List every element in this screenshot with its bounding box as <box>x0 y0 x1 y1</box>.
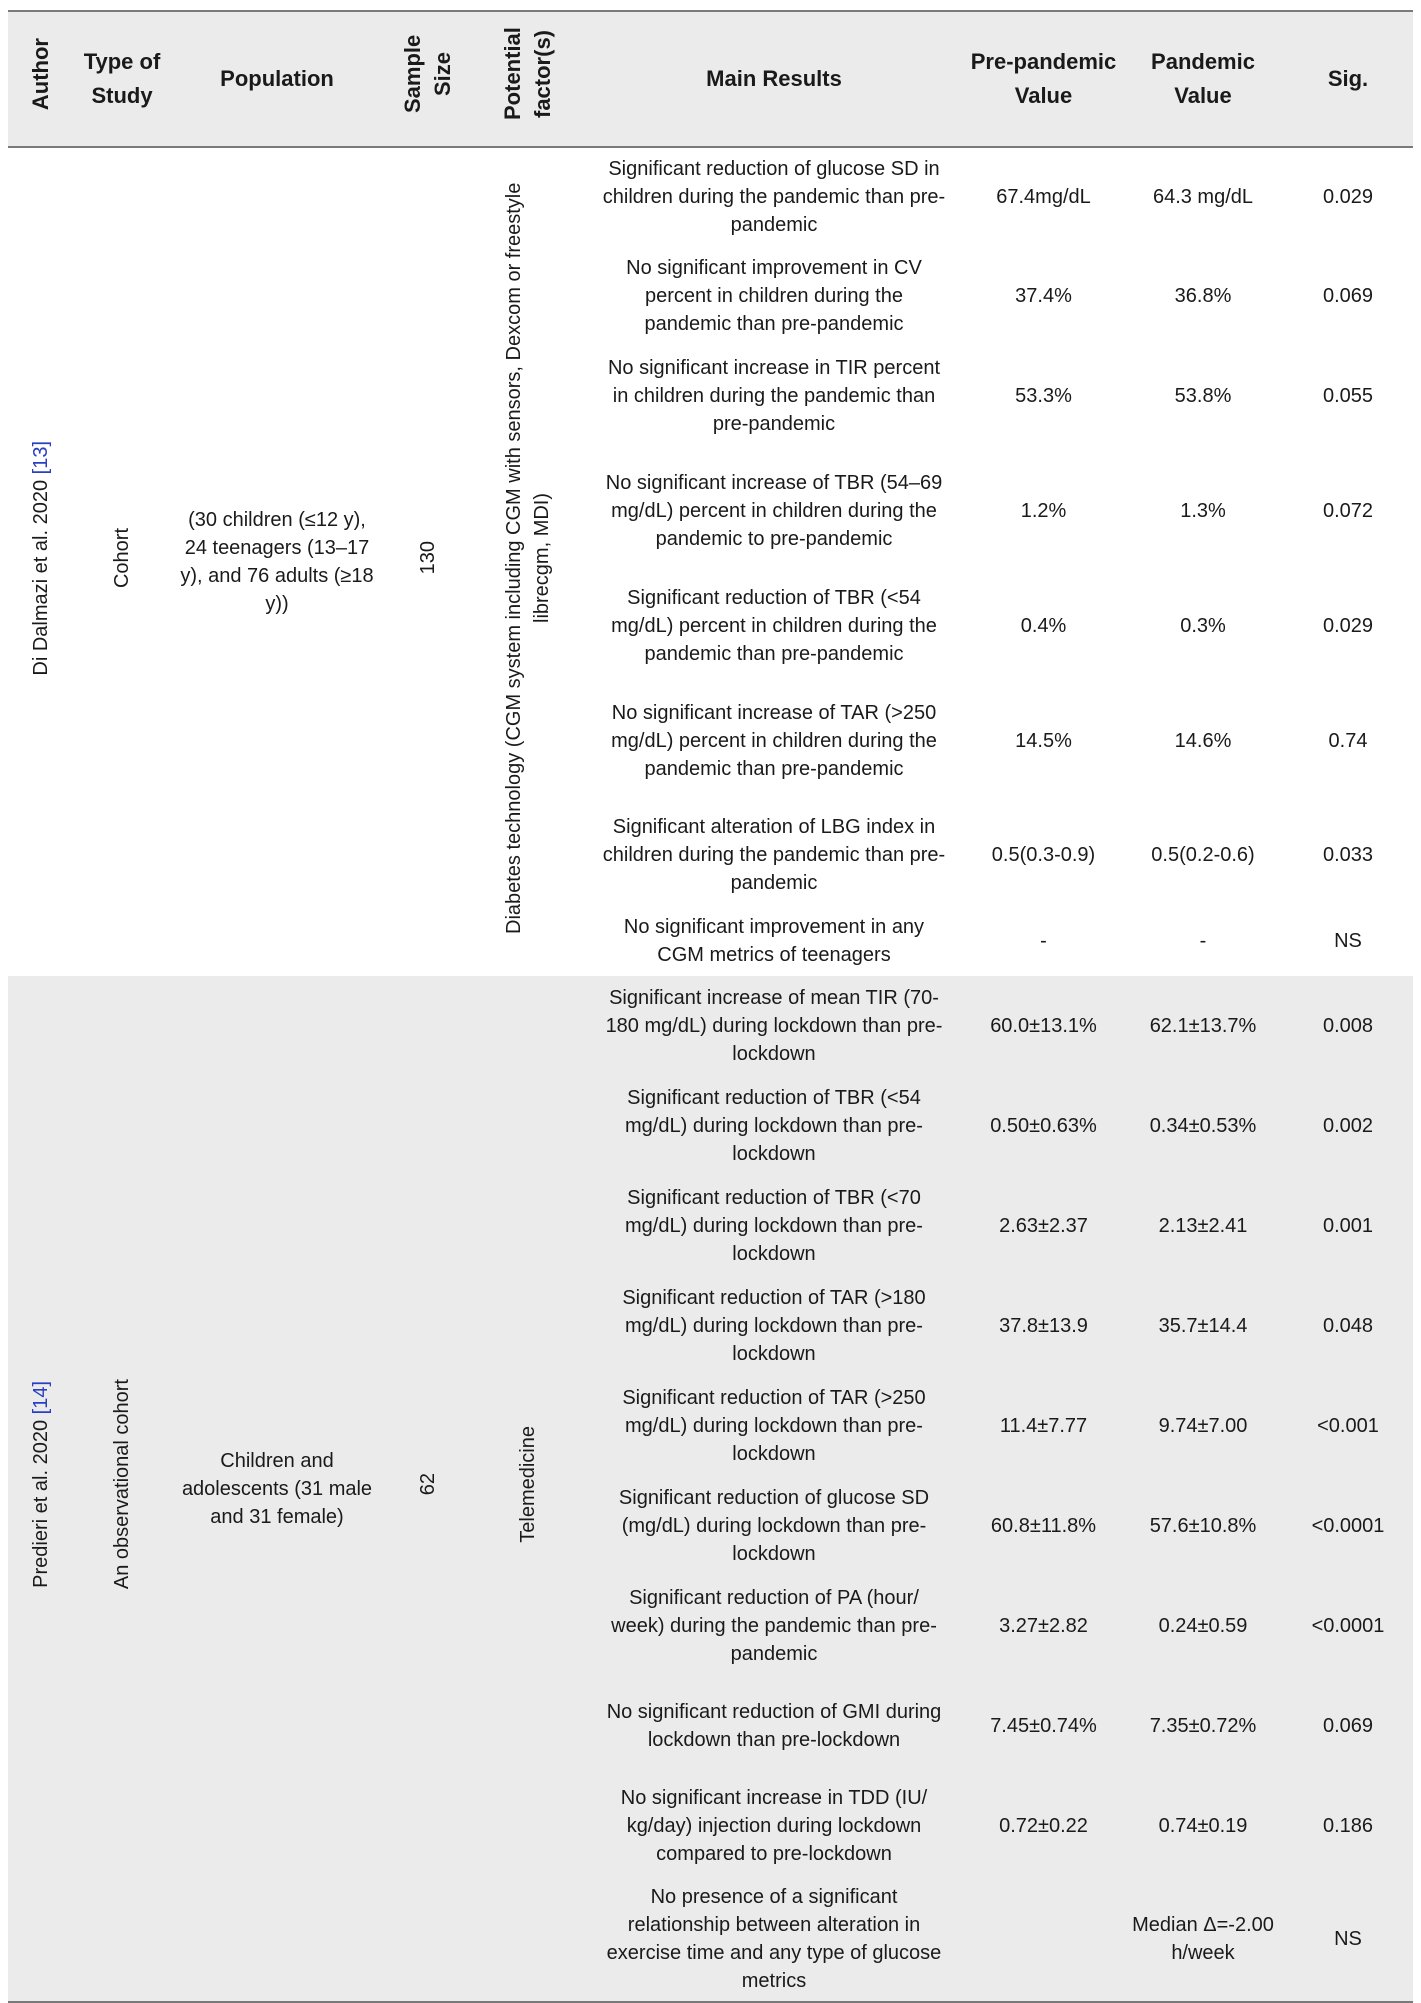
sig-value: 0.048 <box>1322 1315 1374 1337</box>
pandemic-value: 2.13±2.41 <box>1158 1215 1248 1237</box>
pandemic-value: 0.3% <box>1180 614 1226 637</box>
population-cell: (30 children (≤12 y), 24 teenagers (13–17 y), and 76 adults (≥18 y)) <box>180 509 374 615</box>
header-type: Type of Study <box>83 49 161 108</box>
pre-value: 11.4±7.77 <box>999 1415 1088 1437</box>
pre-value <box>964 1876 1123 2002</box>
pandemic-value: 64.3 mg/dL <box>1152 185 1254 208</box>
result-text: Significant reduction of TAR (>180 mg/dL) during lockdown than pre-lockdown <box>622 1287 926 1365</box>
pre-value: 1.2% <box>1020 500 1067 523</box>
sig-value: NS <box>1334 1927 1362 1950</box>
sample-size-cell: 130 <box>417 541 439 575</box>
header-pre-pandemic: Pre-pandemic Value <box>970 49 1117 108</box>
result-text: Significant reduction of glucose SD (mg/dL) during lockdown than pre-lockdown <box>618 1487 930 1565</box>
population-cell: Children and adolescents (31 male and 31 female) <box>181 1449 373 1528</box>
pandemic-value: 7.35±0.72% <box>1149 1715 1257 1737</box>
table-row <box>8 976 1413 1076</box>
sig-value: NS <box>1334 929 1362 952</box>
study-type-cell: An observational cohort <box>111 1379 133 1590</box>
sig-value: <0.0001 <box>1311 1515 1385 1537</box>
pandemic-value: 36.8% <box>1174 284 1232 307</box>
pre-value: 2.63±2.37 <box>999 1215 1088 1237</box>
pre-value: 60.0±13.1% <box>990 1015 1097 1037</box>
pre-value: 37.4% <box>1015 284 1072 307</box>
sig-value: 0.069 <box>1322 284 1374 307</box>
reference-link[interactable]: [13] <box>30 440 52 475</box>
pandemic-value: 0.24±0.59 <box>1158 1615 1248 1637</box>
result-text: No significant increase of TBR (54–69 mg/dL) percent in children during the pandemic to pre-pandemic <box>605 472 943 551</box>
sig-value: 0.033 <box>1322 844 1374 867</box>
pre-value: 60.8±11.8% <box>990 1515 1097 1537</box>
result-text: Significant reduction of glucose SD in children during the pandemic than pre-pandemic <box>602 157 946 236</box>
header-pandemic: Pandemic Value <box>1151 49 1255 108</box>
result-text: Significant reduction of TBR (<70 mg/dL) during lockdown than pre-lockdown <box>625 1187 923 1265</box>
pre-value: 0.5(0.3-0.9) <box>991 844 1096 867</box>
pre-value: 7.45±0.74% <box>990 1715 1097 1737</box>
sig-value: 0.055 <box>1322 385 1374 408</box>
table-row <box>8 147 1413 246</box>
header-factor: Potential factor(s) <box>500 27 555 121</box>
results-table <box>8 10 1413 2003</box>
pandemic-value: 1.3% <box>1180 500 1226 523</box>
pandemic-value: 14.6% <box>1174 729 1232 752</box>
sig-value: 0.186 <box>1322 1815 1374 1837</box>
author-label: Di Dalmazi et al. 2020 [13] <box>30 440 52 676</box>
header-sig: Sig. <box>1327 66 1369 91</box>
table-header <box>8 11 1413 147</box>
result-text: No significant increase in TDD (IU/ kg/day) injection during lockdown compared to pre-lockdown <box>620 1787 928 1865</box>
pandemic-value: 35.7±14.4 <box>1158 1315 1248 1337</box>
header-author: Author <box>28 37 53 111</box>
result-text: No significant reduction of GMI during lockdown than pre-lockdown <box>606 1701 942 1751</box>
pandemic-value: 57.6±10.8% <box>1149 1515 1257 1537</box>
result-text: Significant alteration of LBG index in children during the pandemic than pre-pandemic <box>602 816 946 895</box>
sample-size-cell: 62 <box>417 1473 439 1496</box>
header-population: Population <box>220 66 334 91</box>
result-text: No significant improvement in any CGM metrics of teenagers <box>623 915 925 966</box>
reference-link[interactable]: [14] <box>30 1381 52 1415</box>
pre-value: 53.3% <box>1015 385 1072 408</box>
result-text: No significant improvement in CV percent in children during the pandemic than pre-pandemic <box>626 256 922 335</box>
pre-value: 37.8±13.9 <box>999 1315 1088 1337</box>
header-sample-size: Sample Size <box>400 34 455 114</box>
header-results: Main Results <box>706 66 842 91</box>
pandemic-value: 0.74±0.19 <box>1158 1815 1248 1837</box>
pandemic-value: 9.74±7.00 <box>1158 1415 1248 1437</box>
result-text: Significant reduction of TBR (<54 mg/dL) during lockdown than pre-lockdown <box>625 1087 923 1165</box>
sig-value: 0.069 <box>1322 1715 1374 1737</box>
results-table-container <box>8 10 1413 2003</box>
sig-value: 0.74 <box>1328 729 1368 752</box>
author-label: Predieri et al. 2020 [14] <box>30 1381 52 1588</box>
pandemic-value: 62.1±13.7% <box>1149 1015 1257 1037</box>
pre-value: 0.72±0.22 <box>999 1815 1088 1837</box>
result-text: Significant reduction of PA (hour/ week) during the pandemic than pre-pandemic <box>611 1587 937 1665</box>
sig-value: 0.029 <box>1322 185 1374 208</box>
sig-value: 0.072 <box>1322 500 1374 523</box>
sig-value: <0.0001 <box>1311 1615 1385 1637</box>
result-text: Significant reduction of TAR (>250 mg/dL) during lockdown than pre-lockdown <box>622 1387 926 1465</box>
pandemic-value: - <box>1199 929 1207 952</box>
sig-value: 0.029 <box>1322 614 1374 637</box>
pre-value: 0.50±0.63% <box>990 1115 1097 1137</box>
pre-value: 3.27±2.82 <box>999 1615 1088 1637</box>
result-text: Significant reduction of TBR (<54 mg/dL) percent in children during the pandemic than pre-pandemic <box>611 586 937 665</box>
study-group-predieri <box>8 976 1413 2002</box>
pandemic-value: 0.34±0.53% <box>1149 1115 1257 1137</box>
pre-value: 67.4mg/dL <box>996 185 1091 208</box>
pandemic-value: 0.5(0.2-0.6) <box>1151 844 1255 867</box>
header-row <box>8 11 1413 147</box>
study-group-di-dalmazi <box>8 147 1413 976</box>
sig-value: 0.008 <box>1322 1015 1374 1037</box>
result-text: No significant increase in TIR percent in children during the pandemic than pre-pandemic <box>607 357 940 436</box>
factor-cell: Diabetes technology (CGM system including CGM with sensors, Dexcom or freestyle librecgm, MDI) <box>503 182 553 934</box>
study-type-cell: Cohort <box>111 527 133 589</box>
factor-cell: Telemedicine <box>517 1426 539 1543</box>
author-cell <box>8 976 74 2002</box>
author-cell <box>8 147 74 976</box>
result-text: No significant increase of TAR (>250 mg/dL) percent in children during the pandemic than pre-pandemic <box>611 701 937 780</box>
result-text: No presence of a significant relationship between alteration in exercise time and any type of glucose metrics <box>606 1885 942 1992</box>
pandemic-value: Median Δ=-2.00 h/week <box>1132 1913 1274 1964</box>
pre-value: 14.5% <box>1015 729 1072 752</box>
result-text: Significant increase of mean TIR (70-180 mg/dL) during lockdown than pre-lockdown <box>605 987 943 1065</box>
sig-value: 0.002 <box>1322 1115 1374 1137</box>
pandemic-value: 53.8% <box>1174 385 1232 408</box>
pre-value: 0.4% <box>1020 614 1067 637</box>
pre-value: - <box>1040 929 1047 952</box>
sig-value: 0.001 <box>1322 1215 1374 1237</box>
sig-value: <0.001 <box>1317 1415 1379 1437</box>
